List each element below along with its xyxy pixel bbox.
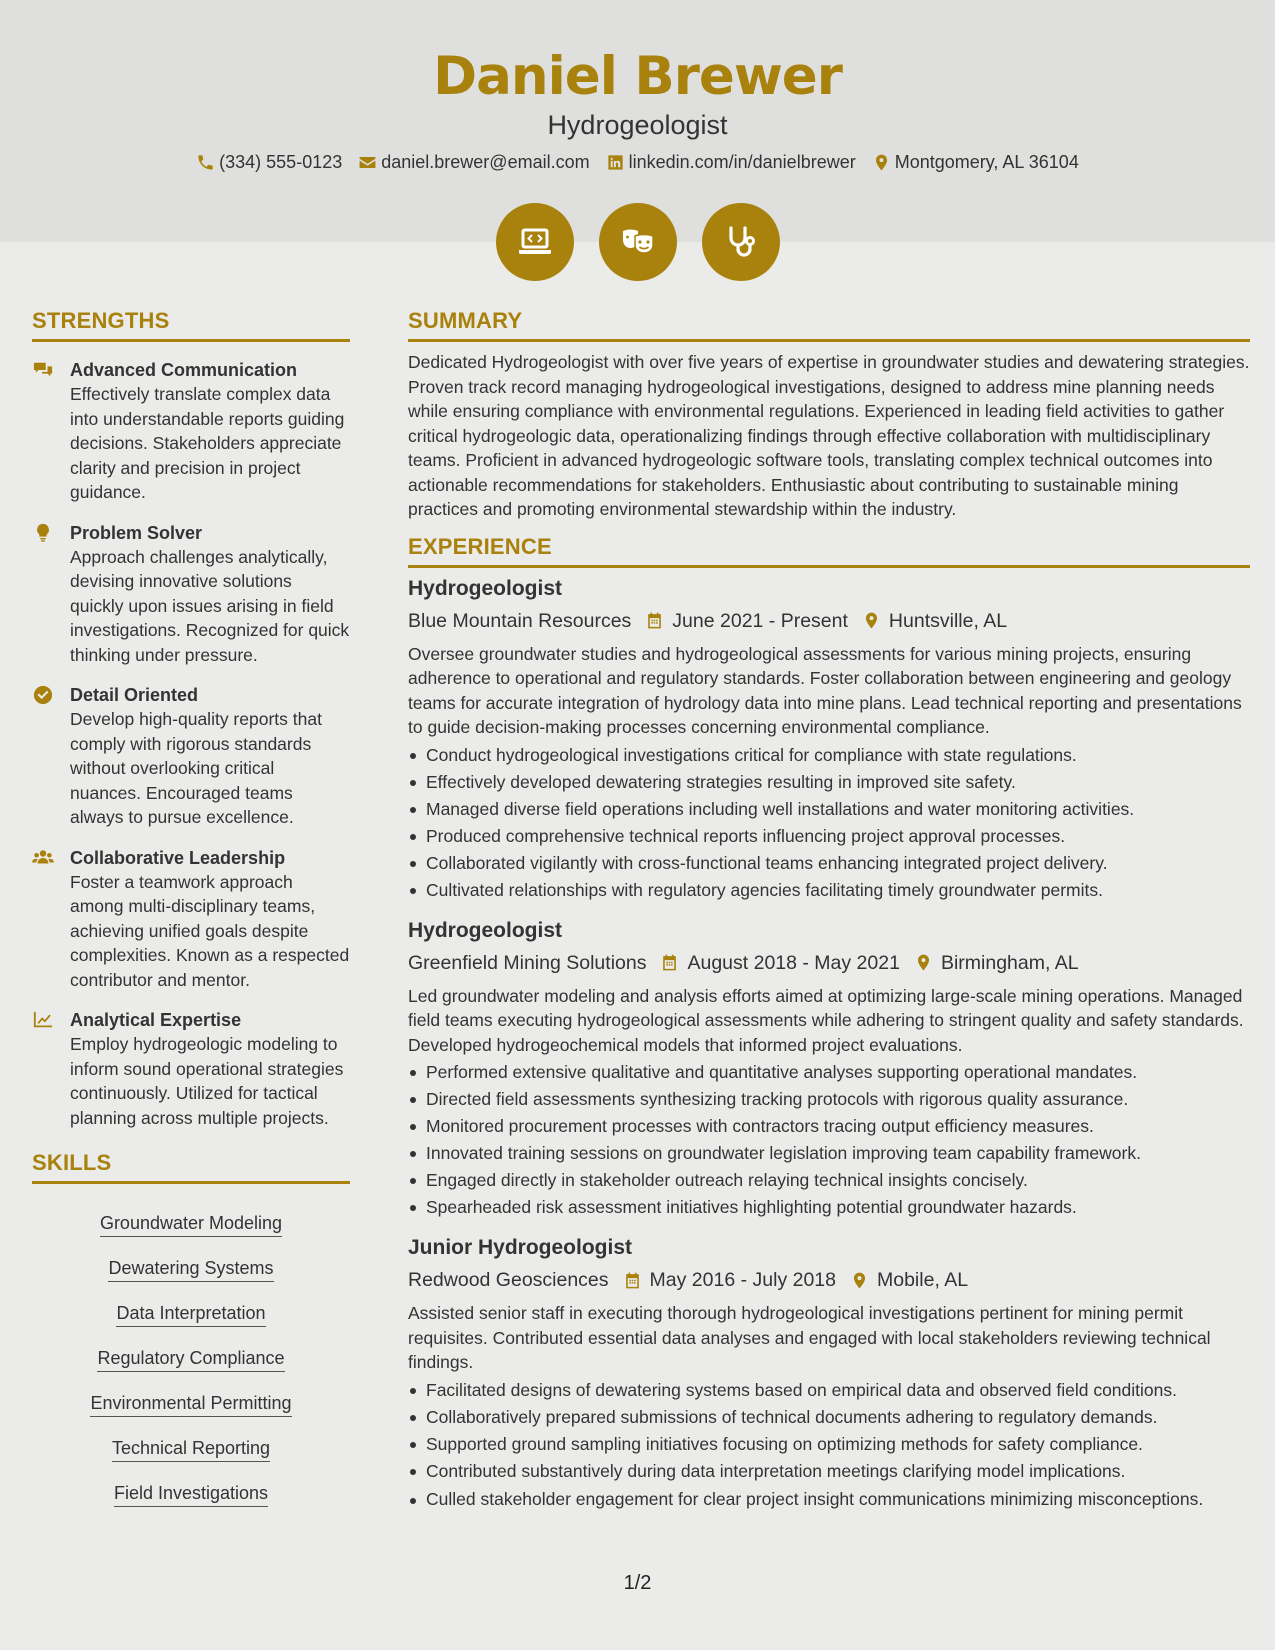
skill-tag: Groundwater Modeling (100, 1209, 282, 1237)
job-title: Junior Hydrogeologist (408, 1236, 633, 1259)
job-meta (408, 948, 1250, 978)
strengths-heading: STRENGTHS (32, 308, 350, 342)
strength-item (32, 846, 350, 993)
strength-desc: Foster a teamwork approach among multi-disciplinary teams, achieving unified goals despite complexities. Known as a respected contributor and mentor. (70, 871, 350, 990)
stethoscope-badge (702, 203, 780, 281)
location-text: Montgomery, AL 36104 (894, 152, 1079, 172)
job-bullet: Spearheaded risk assessment initiatives highlighting potential groundwater hazards. (408, 1194, 1250, 1221)
phone-text: (334) 555-0123 (219, 152, 343, 172)
chart-line-icon (32, 1010, 54, 1030)
job-title: Hydrogeologist (408, 918, 563, 942)
strength-item (32, 683, 350, 830)
job-bullet: Culled stakeholder engagement for clear project insight communications minimizing misconceptions. (408, 1487, 1250, 1512)
skill-tag: Data Interpretation (116, 1299, 265, 1327)
job-bullet: Directed field assessments synthesizing tracking protocols with rigorous quality assurance. (408, 1086, 1250, 1113)
summary-text: Dedicated Hydrogeologist with over five years of expertise in groundwater studies and dewatering strategies. Proven track record managing hydrogeological investigations, designed to address mine planning needs while ensuring compliance with environmental regulations. Experienced in leading field activities to gather critical hydrogeologic data, operationalizing findings through effective collaboration with multidisciplinary teams. Proficient in advanced hydrogeologic software tools, translating complex technical outcomes into actionable recommendations for stakeholders. Enthusiastic about contributing to sustainable mining practices and promoting environmental stewardship within the industry. (408, 352, 1250, 519)
strength-title: Collaborative Leadership (70, 847, 286, 868)
laptop-code-badge (496, 203, 574, 281)
strength-desc: Develop high-quality reports that comply with rigorous standards without overlooking critical nuances. Encouraged teams always to pursue excellence. (70, 709, 322, 827)
strength-desc: Approach challenges analytically, devising innovative solutions quickly upon issues arising in field investigations. Recognized for quick thinking under pressure. (70, 546, 350, 665)
map-marker-icon (914, 953, 933, 972)
job-bullet: Produced comprehensive technical reports influencing project approval processes. (408, 823, 1250, 850)
page-number: 1/2 (623, 1572, 652, 1594)
experience-section (408, 534, 1250, 1512)
map-marker-icon (862, 611, 881, 630)
skill-tag: Regulatory Compliance (97, 1344, 284, 1372)
strength-title: Detail Oriented (70, 685, 199, 705)
stethoscope-icon (721, 222, 761, 262)
job-entry (408, 574, 1250, 904)
theater-masks-badge (599, 203, 677, 281)
users-icon (32, 848, 54, 868)
job-meta (408, 606, 1250, 636)
strength-desc: Effectively translate complex data into understandable reports guiding decisions. Stakeholders appreciate clarity and precision in project guidance. (70, 384, 345, 502)
skill-list (32, 1184, 350, 1507)
job-meta (408, 1265, 1250, 1295)
job-dates: May 2016 - July 2018 (649, 1269, 836, 1291)
skill-tag: Dewatering Systems (108, 1254, 273, 1282)
job-bullet: Performed extensive qualitative and quantitative analyses supporting operational mandates. (408, 1059, 1250, 1086)
job-dates: June 2021 - Present (672, 609, 848, 632)
job-bullet: Facilitated designs of dewatering systems based on empirical data and observed field conditions. (408, 1377, 1250, 1404)
job-bullet: Collaboratively prepared submissions of technical documents adhering to regulatory demands. (408, 1404, 1250, 1431)
skills-heading: SKILLS (32, 1150, 350, 1184)
job-bullet: Collaborated vigilantly with cross-functional teams enhancing integrated project delivery. (408, 850, 1250, 877)
job-location: Birmingham, AL (940, 951, 1079, 974)
job-company: Blue Mountain Resources (408, 609, 632, 632)
calendar-icon (645, 611, 664, 630)
job-bullet: Supported ground sampling initiatives focusing on optimizing methods for safety compliance. (408, 1431, 1250, 1458)
strength-item (32, 1008, 350, 1130)
job-bullets (408, 742, 1250, 904)
job-bullet: Conduct hydrogeological investigations critical for compliance with state regulations. (408, 742, 1250, 769)
skill-tag: Technical Reporting (112, 1434, 270, 1462)
skills-section (32, 1150, 350, 1507)
contact-location (872, 152, 1079, 173)
skill-tag: Environmental Permitting (90, 1389, 291, 1417)
job-bullets (408, 1059, 1250, 1221)
interest-badges (0, 203, 1275, 281)
strength-title: Advanced Communication (70, 360, 298, 380)
job-bullet: Monitored procurement processes with contractors tracing output efficiency measures. (408, 1113, 1250, 1140)
map-marker-icon (850, 1271, 869, 1290)
lightbulb-icon (32, 523, 54, 543)
job-description: Oversee groundwater studies and hydrogeological assessments for various mining projects, ensuring adherence to operational and regulatory standards. Foster collaboration between engineering and geology teams for accurate integration of hydrology data into mine plans. Lead technical reporting and presentations to guide decision-making processes concerning environmental compliance. (408, 643, 1242, 737)
contact-phone[interactable] (196, 152, 342, 173)
strength-item (32, 521, 350, 668)
calendar-icon (660, 953, 679, 972)
job-bullet: Innovated training sessions on groundwater legislation improving team capability framework. (408, 1140, 1250, 1167)
strength-item (32, 358, 350, 505)
strength-desc: Employ hydrogeologic modeling to inform sound operational strategies continuously. Utilized for tactical planning across multiple projects. (70, 1034, 344, 1128)
job-location: Huntsville, AL (888, 609, 1008, 632)
linkedin-text: linkedin.com/in/danielbrewer (628, 152, 856, 172)
experience-heading: EXPERIENCE (408, 534, 1250, 568)
comments-icon (32, 360, 54, 380)
right-column (408, 308, 1250, 1511)
job-bullet: Managed diverse field operations including well installations and water monitoring activities. (408, 796, 1250, 823)
phone-icon (196, 153, 215, 172)
envelope-icon (358, 153, 377, 172)
summary-heading: SUMMARY (408, 308, 1250, 342)
check-circle-icon (32, 685, 54, 705)
job-company: Greenfield Mining Solutions (408, 951, 647, 974)
email-text: daniel.brewer@email.com (381, 152, 590, 172)
job-dates: August 2018 - May 2021 (687, 951, 900, 974)
job-location: Mobile, AL (877, 1269, 969, 1291)
contact-linkedin[interactable] (606, 152, 856, 173)
map-marker-icon (872, 153, 891, 172)
contact-bar (0, 152, 1275, 173)
skill-tag: Field Investigations (114, 1479, 268, 1507)
job-bullet: Cultivated relationships with regulatory agencies facilitating timely groundwater permits. (408, 877, 1250, 904)
job-bullet: Engaged directly in stakeholder outreach relaying technical insights concisely. (408, 1167, 1250, 1194)
job-title: Hydrogeologist (408, 576, 563, 600)
theater-masks-icon (618, 222, 658, 262)
linkedin-icon (606, 153, 625, 172)
candidate-name: Daniel Brewer (433, 46, 842, 107)
strength-title: Problem Solver (70, 522, 203, 543)
strength-title: Analytical Expertise (70, 1010, 242, 1030)
job-company: Redwood Geosciences (408, 1269, 609, 1291)
job-description: Assisted senior staff in executing thorough hydrogeological investigations pertinent for mining permit requisites. Contributed essential data analyses and engaged with local stakeholders reviewing technical findings. (408, 1303, 1211, 1372)
job-entry (408, 916, 1250, 1222)
contact-email[interactable] (358, 152, 589, 173)
job-description: Led groundwater modeling and analysis efforts aimed at optimizing large-scale mining operations. Managed field teams executing hydrogeological assessments while adhering to stringent quality and safety standards. Developed hydrogeochemical models that informed project evaluations. (408, 985, 1244, 1055)
calendar-icon (623, 1271, 642, 1290)
job-bullets (408, 1377, 1250, 1512)
left-column (32, 308, 350, 1507)
job-bullet: Effectively developed dewatering strategies resulting in improved site safety. (408, 769, 1250, 796)
laptop-code-icon (515, 222, 555, 262)
job-entry (408, 1233, 1250, 1511)
candidate-title: Hydrogeologist (547, 110, 728, 140)
job-bullet: Contributed substantively during data interpretation meetings clarifying model implications. (408, 1458, 1250, 1485)
